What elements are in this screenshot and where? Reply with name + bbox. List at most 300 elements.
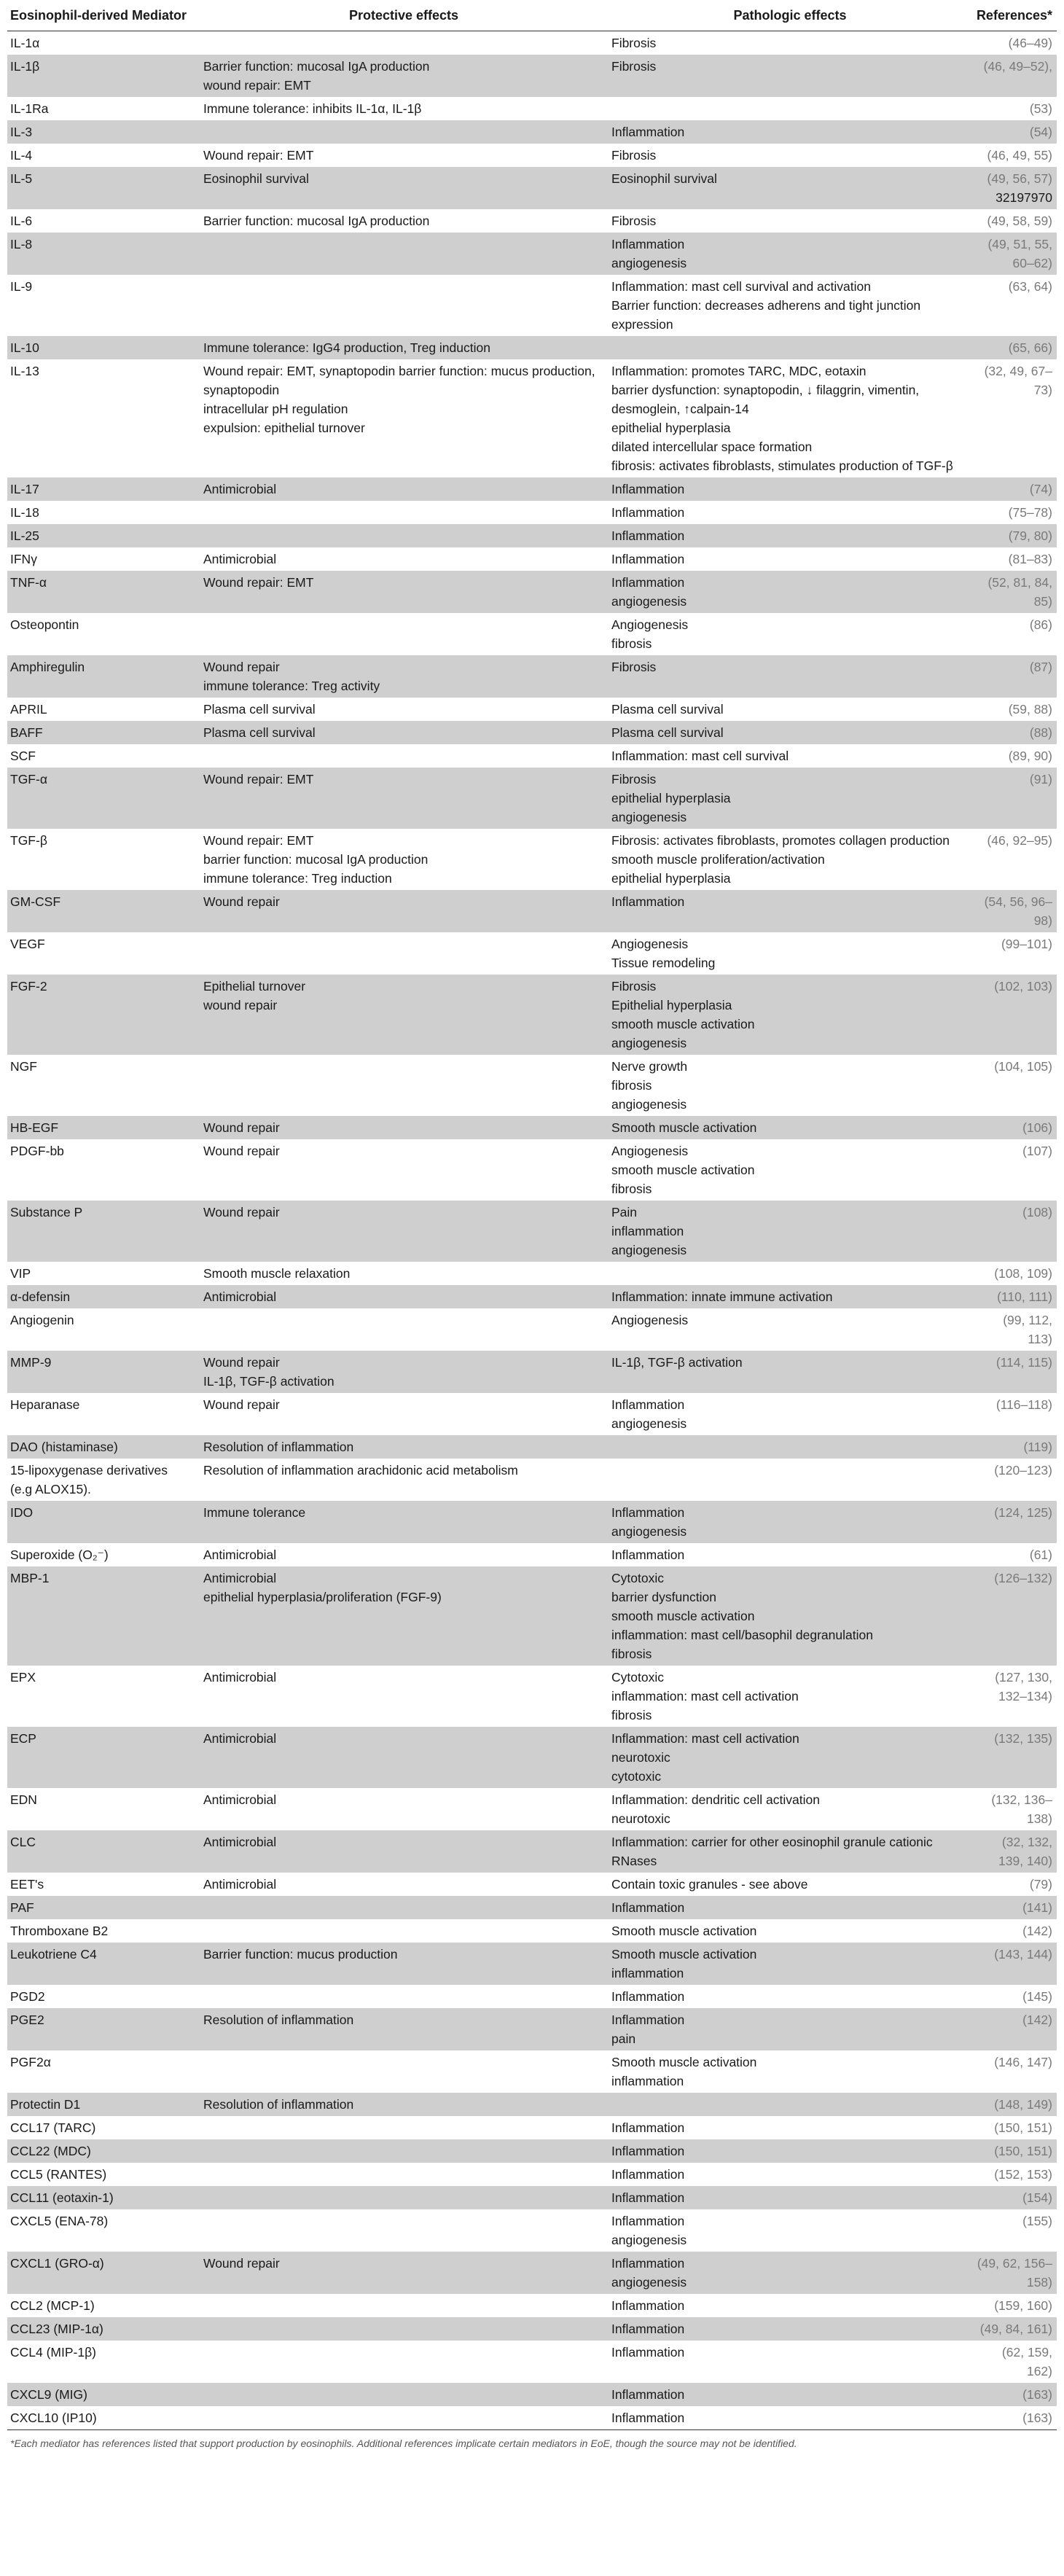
cell-mediator [7, 721, 200, 744]
cell-pathologic [609, 1308, 973, 1351]
cell-pathologic [609, 1830, 973, 1873]
header-mediator: Eosinophil-derived Mediator [7, 0, 200, 31]
cell-mediator [7, 233, 200, 275]
table-row [7, 975, 1057, 1055]
header-references: References* [973, 0, 1057, 31]
table-row [7, 1873, 1057, 1896]
cell-mediator-text: IL-3 [10, 125, 33, 139]
cell-protective [200, 2139, 609, 2163]
cell-protective [200, 1308, 609, 1351]
cell-mediator-text: NGF [10, 1059, 37, 1074]
cell-mediator-text: CCL5 (RANTES) [10, 2167, 107, 2182]
cell-mediator [7, 1459, 200, 1501]
cell-protective [200, 2406, 609, 2430]
cell-references [973, 721, 1057, 744]
cell-pathologic-text: Contain toxic granules - see above [611, 1877, 808, 1892]
cell-pathologic-text: Inflammation [611, 894, 685, 909]
cell-protective [200, 2050, 609, 2093]
table-row [7, 31, 1057, 55]
cell-mediator-text: PGE2 [10, 2013, 44, 2027]
cell-references [973, 2317, 1057, 2341]
cell-references [973, 1873, 1057, 1896]
cell-protective [200, 55, 609, 97]
cell-pathologic [609, 1985, 973, 2008]
cell-references-text: (61) [1029, 1547, 1052, 1562]
cell-pathologic [609, 2008, 973, 2050]
table-row [7, 2317, 1057, 2341]
cell-pathologic [609, 1351, 973, 1393]
cell-references [973, 144, 1057, 167]
cell-pathologic [609, 829, 973, 890]
cell-references-text: (46, 92–95) [987, 833, 1052, 848]
cell-pathologic [609, 2186, 973, 2209]
header-protective: Protective effects [200, 0, 609, 31]
table-row [7, 336, 1057, 359]
cell-references [973, 1393, 1057, 1435]
table-row [7, 1566, 1057, 1666]
cell-pathologic-text: Inflammation: innate immune activation [611, 1289, 833, 1304]
cell-pathologic [609, 698, 973, 721]
cell-protective [200, 1116, 609, 1139]
cell-pathologic-text: Plasma cell survival [611, 725, 724, 740]
cell-mediator-text: Heparanase [10, 1397, 80, 1412]
table-row [7, 477, 1057, 501]
cell-mediator [7, 2139, 200, 2163]
cell-references [973, 744, 1057, 768]
cell-mediator-text: Leukotriene C4 [10, 1947, 97, 1962]
cell-references [973, 2139, 1057, 2163]
cell-pathologic [609, 655, 973, 698]
cell-references [973, 2186, 1057, 2209]
cell-references-text: (104, 105) [994, 1059, 1052, 1074]
table-row [7, 209, 1057, 233]
cell-pathologic-text: Inflammation angiogenesis [611, 1397, 687, 1431]
cell-protective-text: Wound repair immune tolerance: Treg activity [203, 660, 380, 693]
cell-references [973, 1435, 1057, 1459]
cell-references-text: (119) [1023, 1440, 1052, 1454]
cell-references-text: (132, 135) [994, 1731, 1052, 1746]
cell-references-text: (54, 56, 96–98) [984, 894, 1052, 928]
cell-references [973, 2383, 1057, 2406]
cell-pathologic-text: Pain inflammation angiogenesis [611, 1205, 687, 1257]
cell-protective [200, 1139, 609, 1201]
cell-references [973, 1566, 1057, 1666]
cell-references-text: (49, 58, 59) [987, 214, 1052, 228]
cell-pathologic [609, 524, 973, 547]
cell-references [973, 2341, 1057, 2383]
cell-mediator-text: IL-13 [10, 364, 39, 378]
table-row [7, 1985, 1057, 2008]
table-header [7, 0, 1057, 31]
cell-references-text: (102, 103) [994, 979, 1052, 994]
cell-pathologic-text: Inflammation [611, 528, 685, 543]
cell-mediator-text: CLC [10, 1835, 36, 1849]
cell-protective-text: Immune tolerance [203, 1505, 306, 1520]
cell-mediator-text: Substance P [10, 1205, 83, 1219]
cell-protective [200, 1985, 609, 2008]
cell-protective-text: Barrier function: mucosal IgA production wound repair: EMT [203, 59, 430, 93]
cell-mediator [7, 1262, 200, 1285]
cell-pathologic [609, 721, 973, 744]
cell-pathologic [609, 2139, 973, 2163]
cell-mediator [7, 890, 200, 932]
table-row [7, 1943, 1057, 1985]
cell-pathologic [609, 1262, 973, 1285]
cell-mediator [7, 2050, 200, 2093]
cell-mediator-text: IL-6 [10, 214, 33, 228]
cell-references-text: (53) [1029, 101, 1052, 116]
document-page [7, 0, 1057, 2456]
cell-mediator [7, 524, 200, 547]
cell-mediator [7, 336, 200, 359]
cell-mediator [7, 1351, 200, 1393]
cell-mediator [7, 359, 200, 477]
cell-pathologic-text: Inflammation: promotes TARC, MDC, eotaxin barrier dysfunction: synaptopodin, ↓ filaggrin, vimentin, desmoglein, ↑calpain-14 epithelial hyperplasia dilated intercellular space formation fibrosis: activates fibroblasts, stimulates production of TGF-β [611, 364, 953, 473]
cell-mediator-text: IL-5 [10, 171, 33, 186]
cell-mediator-text: CCL17 (TARC) [10, 2120, 96, 2135]
cell-pathologic-text: Fibrosis [611, 148, 657, 163]
cell-mediator-text: EET's [10, 1877, 44, 1892]
cell-references [973, 2163, 1057, 2186]
cell-protective [200, 1896, 609, 1919]
cell-mediator [7, 477, 200, 501]
cell-protective [200, 829, 609, 890]
cell-pathologic [609, 1896, 973, 1919]
cell-mediator-text: IL-17 [10, 482, 39, 496]
cell-protective-text: Wound repair: EMT, synaptopodin barrier function: mucus production, synaptopodin intracellular pH regulation expulsion: epithelial turnover [203, 364, 595, 435]
cell-pathologic [609, 2294, 973, 2317]
cell-protective [200, 2116, 609, 2139]
cell-pathologic [609, 975, 973, 1055]
cell-mediator [7, 120, 200, 144]
cell-mediator-text: TGF-β [10, 833, 47, 848]
cell-pathologic-text: Fibrosis: activates fibroblasts, promotes collagen production smooth muscle proliferation/activation epithelial hyperplasia [611, 833, 950, 886]
cell-pathologic [609, 144, 973, 167]
cell-mediator-text: CXCL1 (GRO-α) [10, 2256, 104, 2271]
cell-mediator-text: 15-lipoxygenase derivatives (e.g ALOX15). [10, 1463, 168, 1496]
cell-protective-text: Smooth muscle relaxation [203, 1266, 351, 1281]
cell-references [973, 524, 1057, 547]
cell-mediator-text: SCF [10, 749, 36, 763]
cell-mediator [7, 2186, 200, 2209]
cell-references [973, 477, 1057, 501]
cell-pathologic [609, 1788, 973, 1830]
cell-mediator [7, 1666, 200, 1727]
cell-references [973, 613, 1057, 655]
cell-mediator-text: Thromboxane B2 [10, 1924, 109, 1938]
table-row [7, 2294, 1057, 2317]
cell-references-text: (46, 49, 55) [987, 148, 1052, 163]
cell-references [973, 1501, 1057, 1543]
cell-pathologic [609, 1543, 973, 1566]
cell-references [973, 1055, 1057, 1116]
cell-references [973, 1788, 1057, 1830]
cell-pathologic-text: Inflammation angiogenesis [611, 2256, 687, 2290]
cell-protective-text: Antimicrobial epithelial hyperplasia/proliferation (FGF-9) [203, 1571, 442, 1604]
cell-references [973, 975, 1057, 1055]
cell-pathologic-text: Plasma cell survival [611, 702, 724, 717]
cell-references [973, 233, 1057, 275]
table-row [7, 524, 1057, 547]
cell-references-text: (63, 64) [1008, 279, 1052, 294]
table-row [7, 1139, 1057, 1201]
cell-pathologic-text: Inflammation [611, 2387, 685, 2402]
cell-references [973, 1543, 1057, 1566]
cell-pathologic [609, 768, 973, 829]
cell-mediator-text: FGF-2 [10, 979, 47, 994]
cell-protective [200, 2093, 609, 2116]
cell-pathologic [609, 2383, 973, 2406]
cell-mediator [7, 1566, 200, 1666]
cell-pathologic-text: Fibrosis [611, 36, 657, 50]
table-row [7, 1393, 1057, 1435]
cell-references [973, 1919, 1057, 1943]
table-row [7, 2163, 1057, 2186]
cell-protective [200, 1393, 609, 1435]
cell-pathologic [609, 547, 973, 571]
cell-protective [200, 2008, 609, 2050]
cell-references [973, 1830, 1057, 1873]
cell-pathologic [609, 167, 973, 209]
cell-protective-text: Immune tolerance: IgG4 production, Treg induction [203, 340, 490, 355]
table-row [7, 120, 1057, 144]
cell-references [973, 1351, 1057, 1393]
table-row [7, 2008, 1057, 2050]
cell-protective-text: Plasma cell survival [203, 725, 316, 740]
cell-mediator-text: CCL11 (eotaxin-1) [10, 2190, 114, 2205]
cell-references-text: (99, 112, 113) [1003, 1313, 1052, 1346]
cell-protective [200, 721, 609, 744]
cell-protective-text: Barrier function: mucosal IgA production [203, 214, 430, 228]
cell-mediator [7, 1727, 200, 1788]
cell-mediator-text: α-defensin [10, 1289, 71, 1304]
cell-references [973, 209, 1057, 233]
cell-protective-text: Wound repair: EMT [203, 575, 314, 590]
cell-protective [200, 2252, 609, 2294]
cell-references [973, 1116, 1057, 1139]
cell-references [973, 655, 1057, 698]
cell-pathologic [609, 1201, 973, 1262]
cell-references-text: (107) [1022, 1144, 1052, 1158]
cell-protective [200, 477, 609, 501]
cell-mediator [7, 2383, 200, 2406]
cell-protective [200, 501, 609, 524]
cell-references-text: (65, 66) [1008, 340, 1052, 355]
cell-references-text: (46–49) [1008, 36, 1052, 50]
cell-references-text: (99–101) [1001, 937, 1052, 951]
cell-references-text: (159, 160) [994, 2298, 1052, 2313]
cell-references [973, 571, 1057, 613]
cell-mediator-text: CCL4 (MIP-1β) [10, 2345, 96, 2360]
cell-references [973, 2093, 1057, 2116]
cell-protective-text: Plasma cell survival [203, 702, 316, 717]
cell-references-text: (163) [1022, 2411, 1052, 2425]
cell-protective [200, 1201, 609, 1262]
cell-protective-text: Eosinophil survival [203, 171, 309, 186]
cell-references [973, 359, 1057, 477]
cell-references-text: (54) [1029, 125, 1052, 139]
cell-references-text: (146, 147) [994, 2055, 1052, 2069]
cell-protective-text: Resolution of inflammation [203, 1440, 354, 1454]
cell-pathologic [609, 2209, 973, 2252]
cell-references [973, 1727, 1057, 1788]
cell-pathologic [609, 1459, 973, 1501]
cell-protective [200, 233, 609, 275]
table-row [7, 1285, 1057, 1308]
cell-references-text: (49, 51, 55, 60–62) [987, 237, 1052, 270]
cell-references-text: (59, 88) [1008, 702, 1052, 717]
cell-protective-text: Wound repair [203, 1120, 280, 1135]
cell-protective [200, 744, 609, 768]
table-row [7, 2050, 1057, 2093]
cell-references-text: (32, 132, 139, 140) [998, 1835, 1052, 1868]
cell-pathologic-text: Fibrosis epithelial hyperplasia angiogenesis [611, 772, 731, 824]
cell-protective-text: Wound repair IL-1β, TGF-β activation [203, 1355, 335, 1389]
table-row [7, 698, 1057, 721]
cell-mediator-text: Osteopontin [10, 617, 79, 632]
cell-pathologic-text: Smooth muscle activation inflammation [611, 1947, 757, 1980]
cell-mediator [7, 1285, 200, 1308]
cell-mediator-text: IL-1Ra [10, 101, 49, 116]
cell-pathologic-text: Inflammation [611, 2345, 685, 2360]
table-row [7, 1116, 1057, 1139]
cell-protective [200, 890, 609, 932]
cell-mediator-text: IL-1α [10, 36, 40, 50]
cell-protective-text: Antimicrobial [203, 1731, 277, 1746]
cell-protective-text: Antimicrobial [203, 1670, 277, 1685]
cell-pathologic [609, 2317, 973, 2341]
cell-references-text: (32, 49, 67–73) [984, 364, 1052, 397]
cell-mediator-text: CCL22 (MDC) [10, 2144, 91, 2158]
cell-mediator-text: TNF-α [10, 575, 47, 590]
cell-pathologic-text: Inflammation [611, 2298, 685, 2313]
cell-references [973, 890, 1057, 932]
cell-references-text: (120–123) [994, 1463, 1052, 1478]
table-row [7, 2116, 1057, 2139]
table-row [7, 167, 1057, 209]
cell-mediator-text: IL-9 [10, 279, 33, 294]
cell-references-text: (150, 151) [994, 2120, 1052, 2135]
cell-pathologic [609, 31, 973, 55]
cell-protective [200, 768, 609, 829]
cell-pathologic-text: Inflammation angiogenesis [611, 575, 687, 609]
cell-protective-text: Wound repair [203, 2256, 280, 2271]
cell-references [973, 1285, 1057, 1308]
cell-mediator-text: EPX [10, 1670, 36, 1685]
table-row [7, 2186, 1057, 2209]
cell-mediator-text: CCL23 (MIP-1α) [10, 2322, 103, 2336]
cell-protective [200, 1262, 609, 1285]
cell-protective-text: Antimicrobial [203, 552, 277, 566]
cell-protective [200, 698, 609, 721]
cell-references [973, 1459, 1057, 1501]
cell-mediator-text: IL-1β [10, 59, 40, 74]
cell-mediator-text: PGD2 [10, 1989, 45, 2004]
cell-mediator [7, 547, 200, 571]
cell-mediator [7, 2093, 200, 2116]
cell-pathologic [609, 233, 973, 275]
cell-references-text: (75–78) [1008, 505, 1052, 520]
cell-mediator [7, 655, 200, 698]
cell-references-text: (116–118) [995, 1397, 1052, 1412]
table-row [7, 55, 1057, 97]
cell-references [973, 31, 1057, 55]
cell-mediator-text: Protectin D1 [10, 2097, 81, 2112]
cell-protective [200, 524, 609, 547]
table-row [7, 1351, 1057, 1393]
cell-pathologic [609, 501, 973, 524]
table-row [7, 2252, 1057, 2294]
cell-mediator-text: HB-EGF [10, 1120, 59, 1135]
cell-mediator [7, 829, 200, 890]
cell-pathologic-text: Inflammation: mast cell survival [611, 749, 789, 763]
cell-mediator-text: IL-4 [10, 148, 33, 163]
cell-pathologic [609, 1873, 973, 1896]
cell-references-text: (46, 49–52), [983, 59, 1052, 74]
table-row [7, 829, 1057, 890]
cell-pathologic-text: Fibrosis Epithelial hyperplasia smooth muscle activation angiogenesis [611, 979, 755, 1050]
cell-mediator-text: MBP-1 [10, 1571, 50, 1585]
table-body [7, 31, 1057, 2430]
table-row [7, 359, 1057, 477]
cell-pathologic-text: Inflammation pain [611, 2013, 685, 2046]
cell-pathologic [609, 1919, 973, 1943]
cell-references-text: (106) [1022, 1120, 1052, 1135]
cell-references [973, 2116, 1057, 2139]
cell-mediator [7, 1919, 200, 1943]
cell-protective [200, 1788, 609, 1830]
cell-mediator-text: DAO (histaminase) [10, 1440, 118, 1454]
cell-mediator-text: PAF [10, 1900, 34, 1915]
cell-references-text: (142) [1022, 1924, 1052, 1938]
cell-references-text: (108) [1022, 1205, 1052, 1219]
cell-mediator [7, 275, 200, 336]
cell-mediator-text: Angiogenin [10, 1313, 74, 1327]
cell-protective-text: Resolution of inflammation [203, 2013, 354, 2027]
table-row [7, 1919, 1057, 1943]
cell-pathologic [609, 744, 973, 768]
cell-mediator [7, 1139, 200, 1201]
cell-mediator-text: IL-18 [10, 505, 39, 520]
cell-protective-text: Antimicrobial [203, 1289, 277, 1304]
cell-protective [200, 120, 609, 144]
cell-protective-text: Resolution of inflammation [203, 2097, 354, 2112]
cell-protective [200, 2163, 609, 2186]
cell-references-text: (74) [1029, 482, 1052, 496]
cell-protective-text: Immune tolerance: inhibits IL-1α, IL-1β [203, 101, 422, 116]
cell-pathologic [609, 2050, 973, 2093]
cell-pathologic-text: Inflammation: dendritic cell activation neurotoxic [611, 1792, 820, 1826]
cell-protective [200, 1566, 609, 1666]
table-row [7, 932, 1057, 975]
cell-protective [200, 1727, 609, 1788]
cell-references-text: (52, 81, 84, 85) [987, 575, 1052, 609]
cell-mediator [7, 31, 200, 55]
cell-pathologic-text: Smooth muscle activation [611, 1924, 757, 1938]
cell-pathologic [609, 275, 973, 336]
cell-protective-text: Antimicrobial [203, 482, 277, 496]
cell-references-text: (79, 80) [1008, 528, 1052, 543]
cell-references-text: (49, 62, 156–158) [977, 2256, 1052, 2290]
cell-references [973, 768, 1057, 829]
cell-mediator-text: TGF-α [10, 772, 47, 787]
cell-pathologic-text: Inflammation angiogenesis [611, 1505, 687, 1539]
cell-mediator [7, 2008, 200, 2050]
cell-pathologic-text: Inflammation [611, 125, 685, 139]
cell-protective [200, 932, 609, 975]
cell-mediator [7, 209, 200, 233]
table-row [7, 890, 1057, 932]
